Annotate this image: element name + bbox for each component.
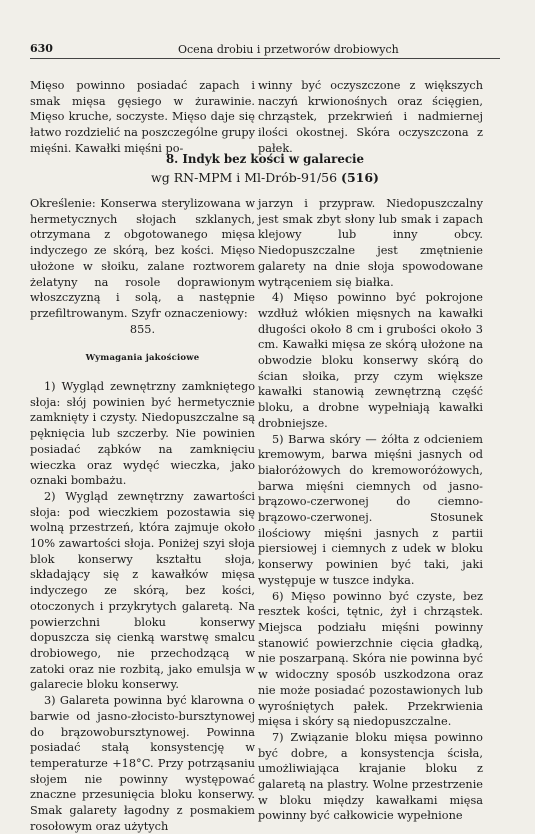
requirement-item: 7) Związanie bloku mięsa powinno być dobre, a konsystencja ścisła, umożliwiająca krajanie bloku z galaretą na plastry. Wolne przestrzenie w bloku między kawałkami mięsa powinny być całkowicie wypełnione <box>258 730 483 823</box>
standard-reference: wg RN-MPM i Ml-Drób-91/56 <box>151 170 338 185</box>
standard-code: (516) <box>341 170 379 185</box>
top-left-column <box>30 78 255 157</box>
requirement-item: 2) Wygląd zewnętrzny zawartości słoja: pod wieczkiem pozostawia się wolną przestrzeń, która zajmuje około 10% zawartości słoja. Poniżej szyi słoja blok konserwy kształtu słoja, składający się z kawałków mięsa indyczego ze skórą, bez kości, otoczonych i przykrytych galaretą. Na powierzchni bloku konserwy dopuszcza się cienką warstwę smalcu drobiowego, nie przechodzącą w zatoki oraz nie rozbitą, jako emulsja w galarecie bloku konserwy. <box>30 489 255 692</box>
requirement-item: 5) Barwa skóry — żółta z odcieniem kremowym, barwa mięśni jasnych od białoróżowych do kremoworóżowych, barwa mięśni ciemnych od jasno-brązowo-czerwonej do ciemno-brązowo-czerwonej. Stosunek ilościowy mięśni jasnych z partii piersiowej i ciemnych z udek w bloku konserwy powinien być taki, jaki występuje w tuszce indyka. <box>258 432 483 587</box>
paragraph: jarzyn i przypraw. Niedopuszczalny jest smak zbyt słony lub smak i zapach klejowy lub inny obcy. Niedopuszczalne jest zmętnienie galarety na dnie słoja spowodowane wytrąceniem się białka. <box>258 197 483 289</box>
requirement-item: 1) Wygląd zewnętrzny zamkniętego słoja: słój powinien być hermetycznie zamknięty i czysty. Niedopuszczalne są pęknięcia lub szczerby. Nie powinien posiadać ząbków na zamknięciu wieczka oraz wydęć wieczka, jako oznaki bombażu. <box>30 380 255 488</box>
requirement-item: 3) Galareta powinna być klarowna o barwie od jasno-złocisto-bursztynowej do brązowobursztynowej. Powinna posiadać stałą konsystencję w temperaturze +18°C. Przy potrząsaniu słojem nie powinny występować znaczne przesunięcia bloku konserwy. Smak galarety łagodny z posmakiem rosołowym oraz użytych <box>30 694 255 833</box>
right-column <box>258 196 483 824</box>
paragraph: winny być oczyszczone z większych naczyń krwionośnych oraz ścięgien, chrząstek, przekrwień i nadmiernej ilości okostnej. Skóra oczyszczona z pałek. <box>258 79 483 155</box>
section-standard <box>30 168 500 188</box>
requirement-item: 6) Mięso powinno być czyste, bez resztek kości, tętnic, żył i chrząstek. Miejsca podziału mięśni powinny stanowić powierzchnie cięcia gładką, nie poszarpaną. Skóra nie powinna być w widoczny sposób uszkodzona oraz nie może posiadać pozostawionych lub wyrośniętych pałek. Przekrwienia mięsa i skóry są niedopuszczalne. <box>258 589 483 729</box>
product-code: 855. <box>129 322 156 336</box>
running-title: Ocena drobiu i przetworów drobiowych <box>178 43 399 56</box>
subheading: Wymagania jakościowe <box>85 353 200 364</box>
section-title: 8. Indyk bez kości w galarecie <box>165 152 365 166</box>
left-column <box>30 196 255 834</box>
top-right-column <box>258 78 483 157</box>
page-number: 630 <box>30 42 53 55</box>
page-header <box>30 42 500 59</box>
paragraph: Mięso powinno posiadać zapach i smak mięsa gęsiego w żurawinie. Mięso kruche, soczyste. Mięso daje się łatwo rozdzielić na poszczególne grupy mięśni. Kawałki mięśni po- <box>30 79 255 155</box>
requirement-item: 4) Mięso powinno być pokrojone wzdłuż włókien mięsnych na kawałki długości około 8 cm i grubości około 3 cm. Kawałki mięsa ze skórą ułożone na obwodzie bloku konserwy skórą do ścian słoika, przy czym większe kawałki stanowią zewnętrzną część bloku, a drobne wypełniają kawałki drobniejsze. <box>258 291 483 430</box>
section-heading <box>30 150 500 188</box>
definition-paragraph: Określenie: Konserwa sterylizowana w hermetycznych słojach szklanych, otrzymana z obgotowanego mięsa indyczego ze skórą, bez kości. Mięso ułożone w słoiku, zalane roztworem żelatyny na rosole doprawionym włoszczyzną i solą, a następnie przefiltrowanym. Szyfr oznaczeniowy: <box>30 197 255 320</box>
